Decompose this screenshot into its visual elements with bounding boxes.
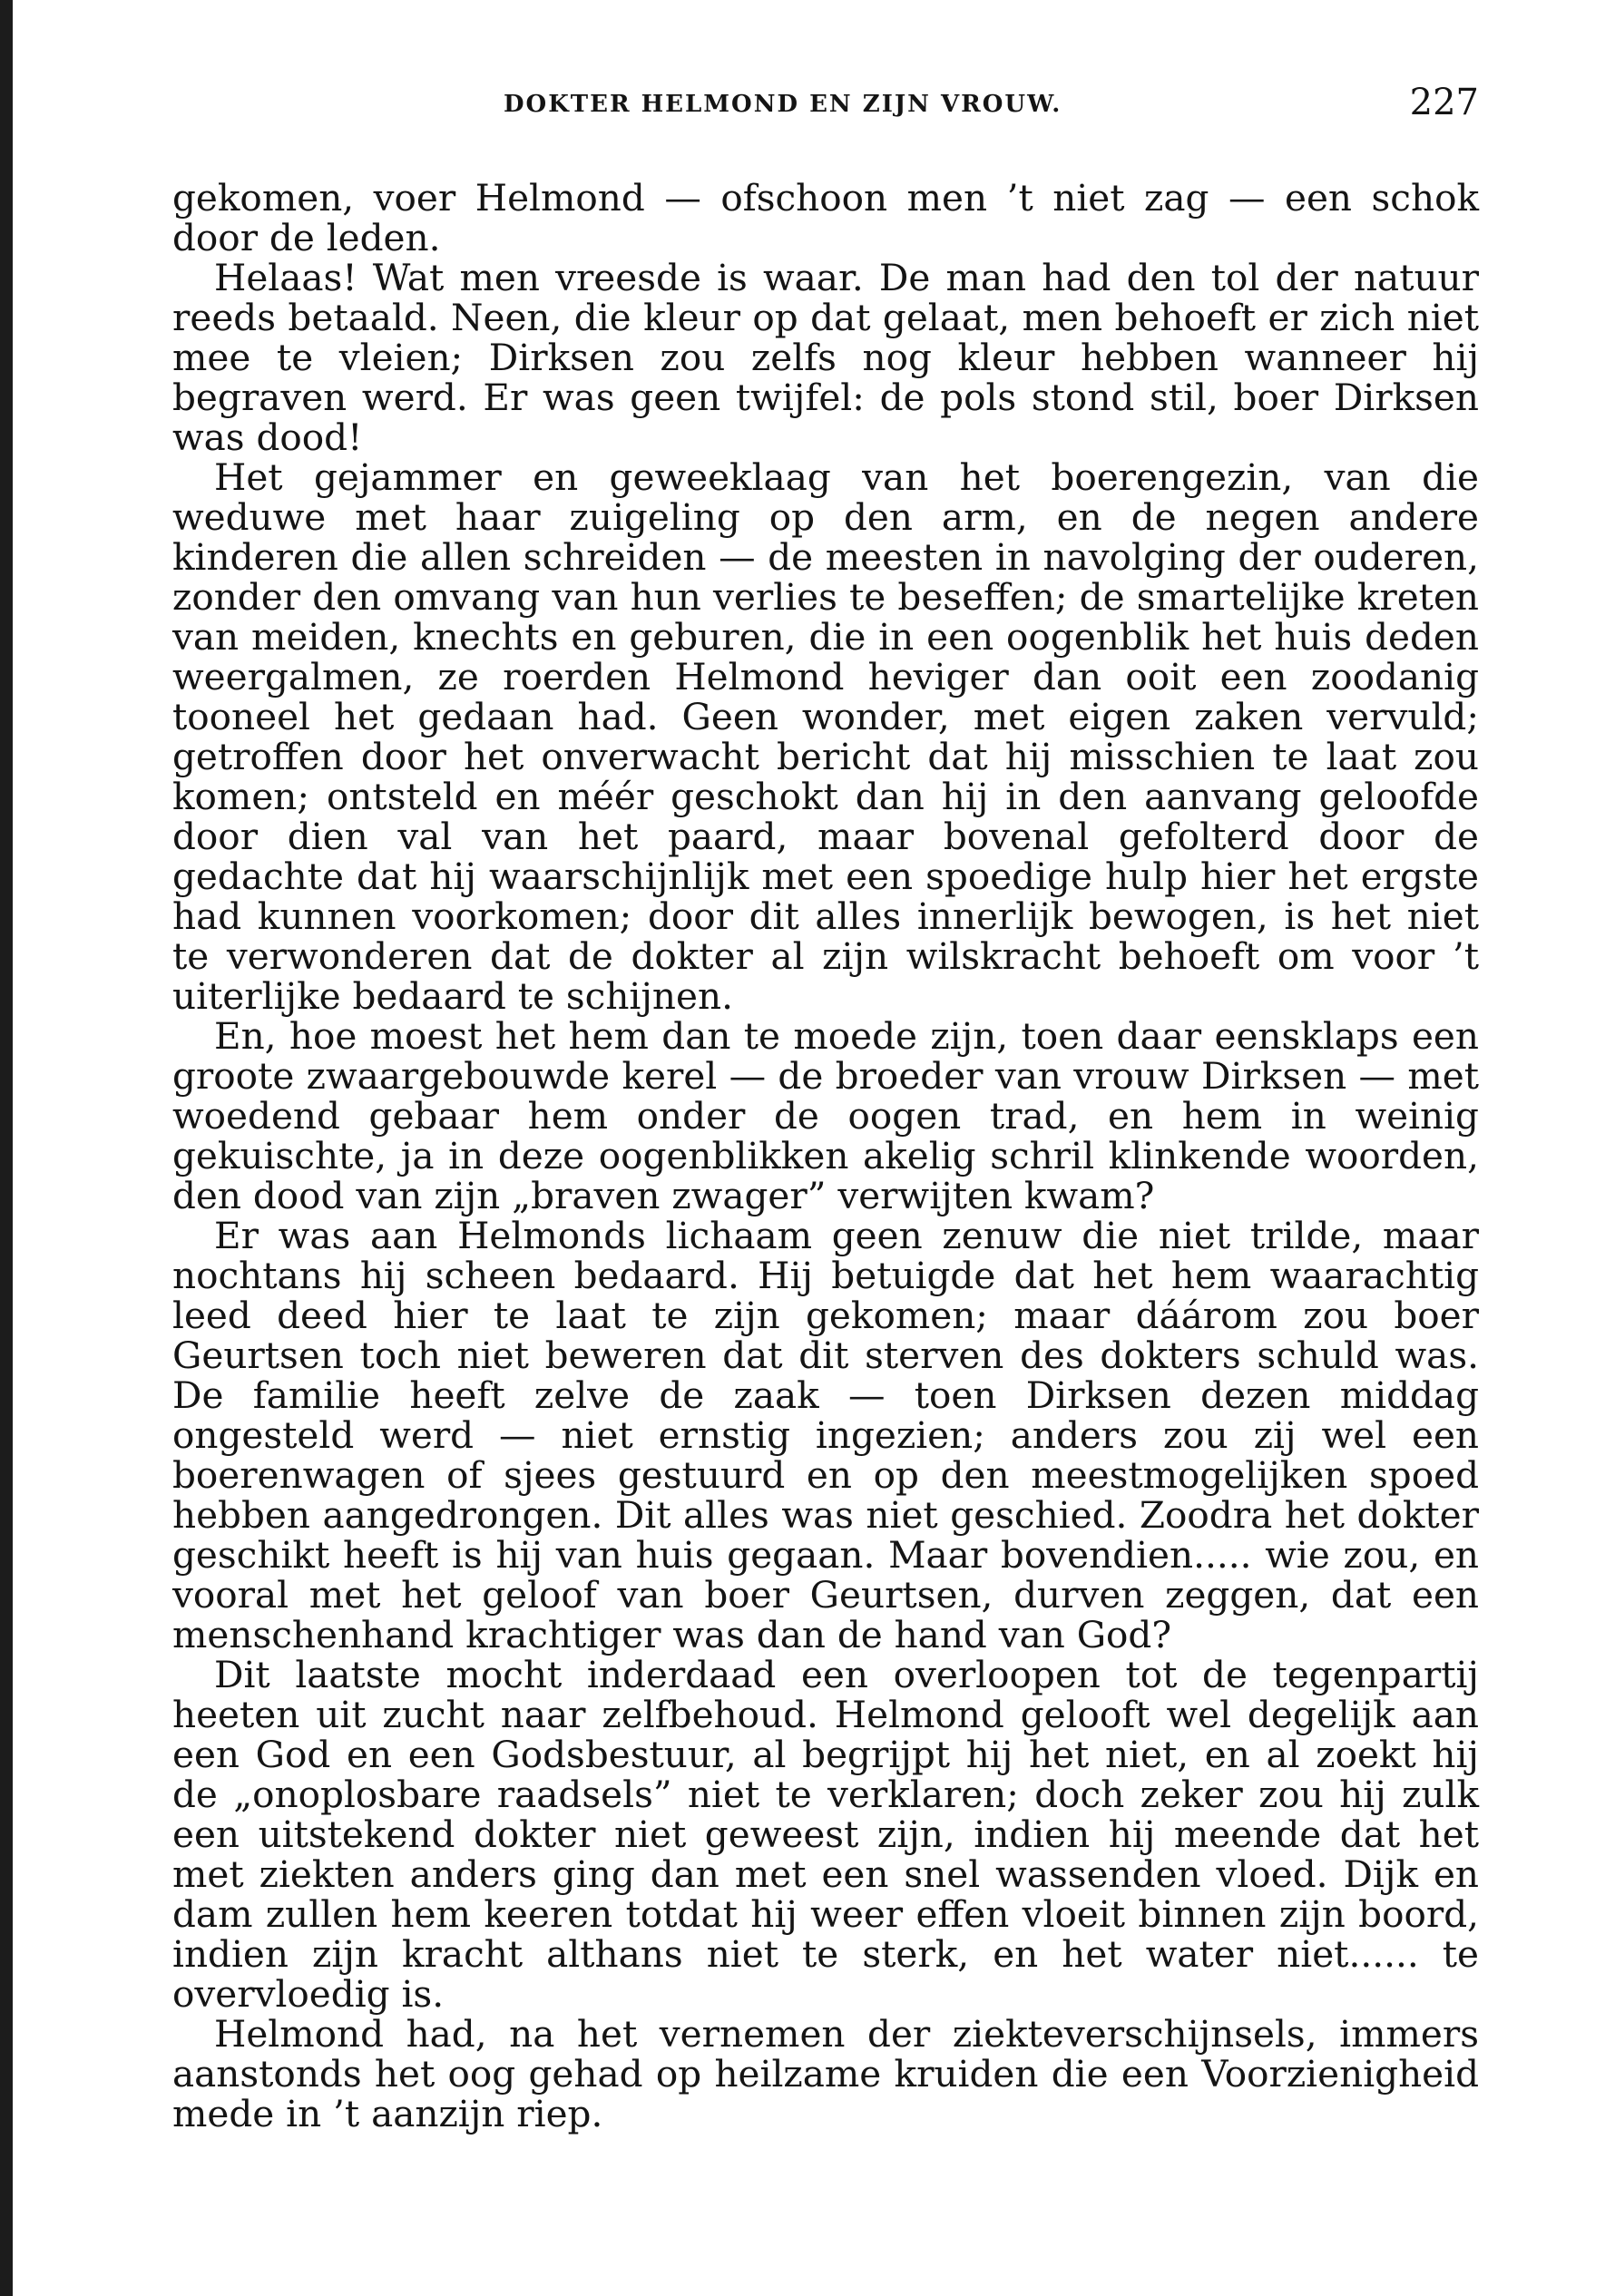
paragraph-3: Het gejammer en geweeklaag van het boerengezin, van die weduwe met haar zuigeling op den arm, en de negen andere kinderen die allen schreiden — de meesten in navolging der ouderen, zonder den omvang van hun verlies te beseffen; de smartelijke kreten van meiden, knechts en geburen, die in een oogenblik het huis deden weergalmen, ze roerden Helmond heviger dan ooit een zoodanig tooneel het gedaan had. Geen wonder, met eigen zaken vervuld; getroffen door het onverwacht bericht dat hij misschien te laat zou komen; ontsteld en méér geschokt dan hij in den aanvang geloofde door dien val van het paard, maar bovenal gefolterd door de gedachte dat hij waarschijnlijk met een spoedige hulp hier het ergste had kunnen voorkomen; door dit alles innerlijk bewogen, is het niet te verwonderen dat de dokter al zijn wilskracht behoeft om voor ’t uiterlijke bedaard te schijnen. [172,455,1479,1018]
running-title: DOKTER HELMOND EN ZIJN VROUW. [504,91,1062,118]
paragraph-5: Er was aan Helmonds lichaam geen zenuw die niet trilde, maar nochtans hij scheen bedaard. Hij betuigde dat het hem waarachtig leed deed hier te laat te zijn gekomen; maar dáárom zou boer Geurtsen toch niet beweren dat dit sterven des dokters schuld was. De familie heeft zelve de zaak — toen Dirksen dezen middag ongesteld werd — niet ernstig ingezien; anders zou zij wel een boerenwagen of sjees gestuurd en op den meestmogelijken spoed hebben aangedrongen. Dit alles was niet geschied. Zoodra het dokter geschikt heeft is hij van huis gegaan. Maar bovendien..... wie zou, en vooral met het geloof van boer Geurtsen, durven zeggen, dat een menschenhand krachtiger was dan de hand van God? [172,1214,1479,1656]
body-text [172,178,1479,2134]
paragraph-7: Helmond had, na het vernemen der ziekteverschijnsels, immers aanstonds het oog gehad op heilzame kruiden die een Voorzienigheid mede in ’t aanzijn riep. [172,2012,1479,2135]
paragraph-1: gekomen, voer Helmond — ofschoon men ’t niet zag — een schok door de leden. [172,176,1479,259]
page-header [172,78,1479,129]
paragraph-2: Helaas! Wat men vreesde is waar. De man had den tol der natuur reeds betaald. Neen, die kleur op dat gelaat, men behoeft er zich niet mee te vleien; Dirksen zou zelfs nog kleur hebben wanneer hij begraven werd. Er was geen twijfel: de pols stond stil, boer Dirksen was dood! [172,256,1479,459]
scan-edge [0,0,13,2296]
page-number: 227 [1409,82,1479,123]
paragraph-4: En, hoe moest het hem dan te moede zijn, toen daar eensklaps een groote zwaargebouwde kerel — de broeder van vrouw Dirksen — met woedend gebaar hem onder de oogen trad, en hem in weinig gekuischte, ja in deze oogenblikken akelig schril klinkende woorden, den dood van zijn „braven zwager” verwijten kwam? [172,1014,1479,1217]
paragraph-6: Dit laatste mocht inderdaad een overloopen tot de tegenpartij heeten uit zucht naar zelfbehoud. Helmond gelooft wel degelijk aan een God en een Godsbestuur, al begrijpt hij het niet, en al zoekt hij de „onoplosbare raadsels” niet te verklaren; doch zeker zou hij zulk een uitstekend dokter niet geweest zijn, indien hij meende dat het met ziekten anders ging dan met een snel wassenden vloed. Dijk en dam zullen hem keeren totdat hij weer effen vloeit binnen zijn boord, indien zijn kracht althans niet te sterk, en het water niet...... te overvloedig is. [172,1653,1479,2016]
